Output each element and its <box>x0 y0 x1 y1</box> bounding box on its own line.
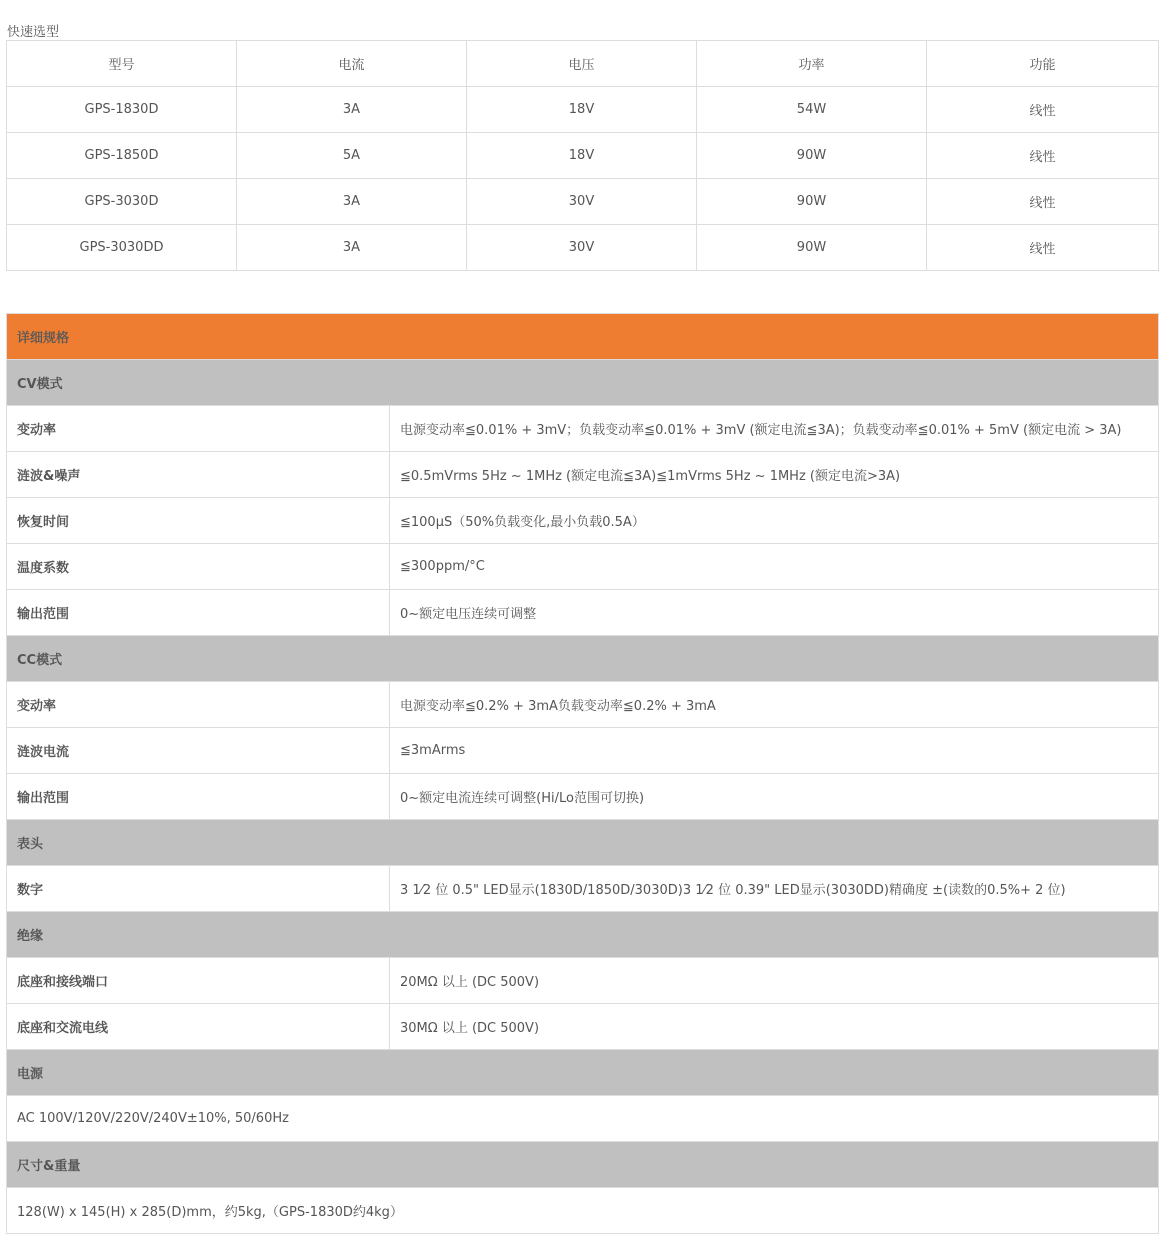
cell-power: 90W <box>697 179 927 225</box>
table-row <box>7 179 1159 225</box>
spec-row <box>7 1188 1159 1234</box>
section-header-insulation <box>7 912 1159 958</box>
cell-current: 5A <box>237 133 467 179</box>
spec-row <box>7 590 1159 636</box>
cell-voltage: 30V <box>467 225 697 271</box>
header-power: 功率 <box>697 41 927 87</box>
section-title: 电源 <box>7 1050 1159 1096</box>
cell-function: 线性 <box>927 179 1159 225</box>
spec-label: 变动率 <box>7 682 390 728</box>
spec-value: 3 1⁄2 位 0.5" LED显示(1830D/1850D/3030D)3 1⁄2 位 0.39" LED显示(3030DD)精确度 ±(读数的0.5%+ 2 位) <box>390 866 1159 912</box>
section-header-dimensions <box>7 1142 1159 1188</box>
table-row <box>7 225 1159 271</box>
spec-value: ≦100μS（50%负载变化,最小负载0.5A） <box>390 498 1159 544</box>
quick-select-title: 快速选型 <box>7 25 60 40</box>
cell-function: 线性 <box>927 87 1159 133</box>
spec-table <box>6 313 1159 1234</box>
section-header-power <box>7 1050 1159 1096</box>
section-title: 表头 <box>7 820 1159 866</box>
spec-value: ≦300ppm/°C <box>390 544 1159 590</box>
spec-row <box>7 1096 1159 1142</box>
spec-title: 详细规格 <box>7 314 1159 360</box>
cell-function: 线性 <box>927 133 1159 179</box>
spec-value: 电源变动率≦0.01% + 3mV；负载变动率≦0.01% + 3mV (额定电流≦3A)；负载变动率≦0.01% + 5mV (额定电流 > 3A) <box>390 406 1159 452</box>
spec-label: 涟波&噪声 <box>7 452 390 498</box>
section-title: CC模式 <box>7 636 1159 682</box>
spec-value: 30MΩ 以上 (DC 500V) <box>390 1004 1159 1050</box>
spec-label: 输出范围 <box>7 774 390 820</box>
cell-power: 90W <box>697 225 927 271</box>
spec-row <box>7 498 1159 544</box>
spec-row <box>7 1004 1159 1050</box>
spec-value: ≦3mArms <box>390 728 1159 774</box>
section-header-cv <box>7 360 1159 406</box>
cell-model: GPS-1830D <box>7 87 237 133</box>
spec-row <box>7 728 1159 774</box>
spec-label: 温度系数 <box>7 544 390 590</box>
cell-power: 90W <box>697 133 927 179</box>
header-voltage: 电压 <box>467 41 697 87</box>
table-header-row <box>7 41 1159 87</box>
cell-current: 3A <box>237 225 467 271</box>
header-function: 功能 <box>927 41 1159 87</box>
spec-value: 128(W) x 145(H) x 285(D)mm，约5kg,（GPS-1830D约4kg） <box>7 1188 1159 1234</box>
spec-value: 0~额定电压连续可调整 <box>390 590 1159 636</box>
table-row <box>7 87 1159 133</box>
cell-current: 3A <box>237 87 467 133</box>
section-title: CV模式 <box>7 360 1159 406</box>
cell-voltage: 18V <box>467 87 697 133</box>
spec-row <box>7 774 1159 820</box>
spec-value: 电源变动率≦0.2% + 3mA负载变动率≦0.2% + 3mA <box>390 682 1159 728</box>
cell-model: GPS-3030D <box>7 179 237 225</box>
cell-current: 3A <box>237 179 467 225</box>
spec-value: 0~额定电流连续可调整(Hi/Lo范围可切换) <box>390 774 1159 820</box>
spec-title-row <box>7 314 1159 360</box>
spec-row <box>7 406 1159 452</box>
cell-model: GPS-3030DD <box>7 225 237 271</box>
section-header-cc <box>7 636 1159 682</box>
cell-power: 54W <box>697 87 927 133</box>
spec-label: 恢复时间 <box>7 498 390 544</box>
spec-value: 20MΩ 以上 (DC 500V) <box>390 958 1159 1004</box>
cell-model: GPS-1850D <box>7 133 237 179</box>
header-model: 型号 <box>7 41 237 87</box>
cell-voltage: 18V <box>467 133 697 179</box>
spec-label: 变动率 <box>7 406 390 452</box>
spec-row <box>7 682 1159 728</box>
section-header-meter <box>7 820 1159 866</box>
section-title: 绝缘 <box>7 912 1159 958</box>
cell-voltage: 30V <box>467 179 697 225</box>
spec-row <box>7 958 1159 1004</box>
spec-row <box>7 452 1159 498</box>
table-row <box>7 133 1159 179</box>
spec-label: 底座和接线端口 <box>7 958 390 1004</box>
spec-value: ≦0.5mVrms 5Hz ~ 1MHz (额定电流≦3A)≦1mVrms 5Hz ~ 1MHz (额定电流>3A) <box>390 452 1159 498</box>
spec-row <box>7 866 1159 912</box>
spec-label: 输出范围 <box>7 590 390 636</box>
header-current: 电流 <box>237 41 467 87</box>
quick-select-table <box>6 40 1159 271</box>
spec-row <box>7 544 1159 590</box>
cell-function: 线性 <box>927 225 1159 271</box>
spec-label: 数字 <box>7 866 390 912</box>
section-title: 尺寸&重量 <box>7 1142 1159 1188</box>
spec-label: 涟波电流 <box>7 728 390 774</box>
spec-label: 底座和交流电线 <box>7 1004 390 1050</box>
spec-value: AC 100V/120V/220V/240V±10%, 50/60Hz <box>7 1096 1159 1142</box>
